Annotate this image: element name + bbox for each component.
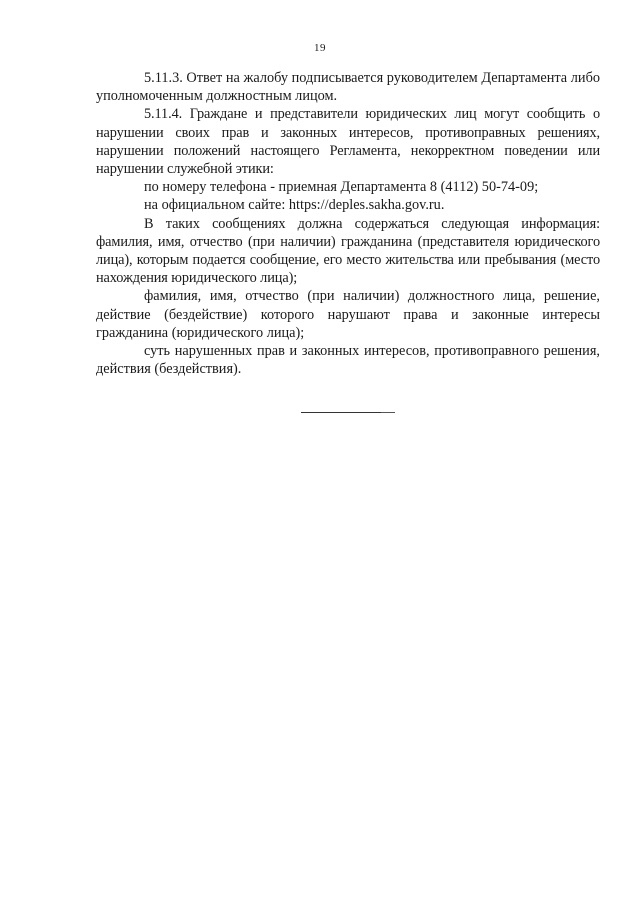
paragraph-phone: по номеру телефона - приемная Департамента 8 (4112) 50-74-09;	[144, 179, 539, 196]
paragraph-required-info: В таких сообщениях должна содержаться следующая информация: фамилия, имя, отчество (при наличии) гражданина (представителя юридического лица), которым подается сообщение, его место жительства или пребывания (место нахождения юридического лица);	[96, 215, 600, 287]
page-number: 19	[314, 42, 326, 54]
document-body	[96, 69, 600, 378]
paragraph-official-info: фамилия, имя, отчество (при наличии) должностного лица, решение, действие (бездействие) которого нарушают права и законные интересы гражданина (юридического лица);	[96, 288, 600, 341]
paragraph-5-11-4: 5.11.4. Граждане и представители юридических лиц могут сообщить о нарушении своих прав и законных интересов, противоправных решениях, нарушении положений настоящего Регламента, некорректном поведении или нарушении служебной этики:	[96, 106, 600, 178]
end-of-text-line	[301, 412, 393, 413]
paragraph-website: на официальном сайте: https://deples.sakha.gov.ru.	[144, 197, 445, 214]
paragraph-violated-rights: суть нарушенных прав и законных интересов, противоправного решения, действия (бездействия).	[96, 343, 600, 378]
paragraph-5-11-3: 5.11.3. Ответ на жалобу подписывается руководителем Департамента либо уполномоченным должностным лицом.	[96, 70, 600, 105]
